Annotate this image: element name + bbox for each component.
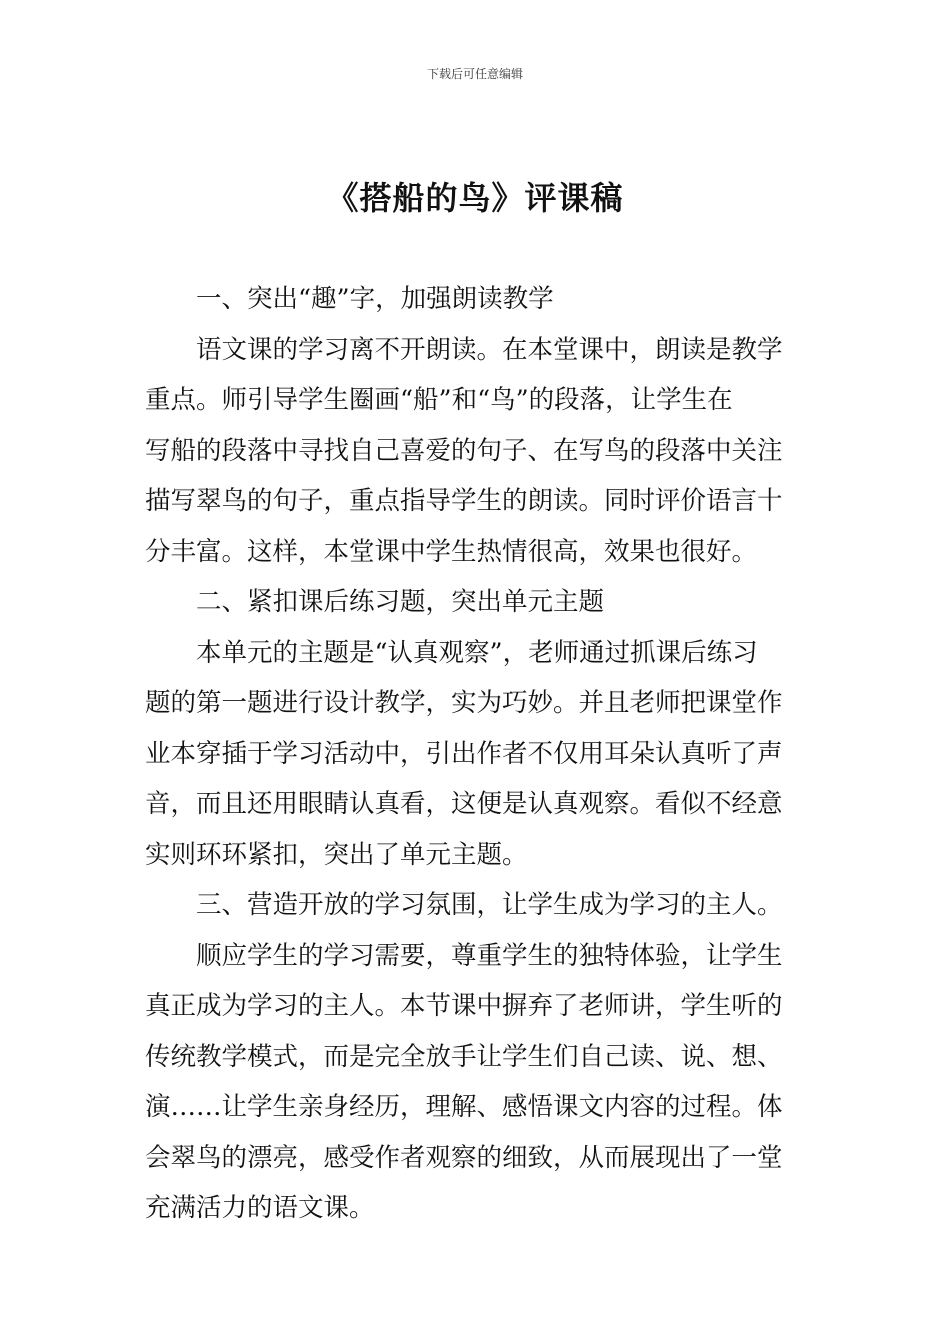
document-title: 《搭船的鸟》评课稿: [326, 179, 624, 217]
body-line: 音，而且还用眼睛认真看，这便是认真观察。看似不经意: [145, 789, 783, 819]
body-line: 分丰富。这样，本堂课中学生热情很高，效果也很好。: [145, 536, 758, 567]
document-body: [145, 281, 809, 1241]
body-line: 传统教学模式，而是完全放手让学生们自己读、说、想、: [145, 1041, 783, 1072]
body-line: 顺应学生的学习需要，尊重学生的独特体验，让学生: [196, 940, 783, 971]
body-line: 题的第一题进行设计教学，实为巧妙。并且老师把课堂作: [145, 688, 783, 718]
body-line: 充满活力的语文课。: [145, 1193, 375, 1223]
body-line: 重点。师引导学生圈画“船”和“鸟”的段落，让学生在: [145, 385, 733, 415]
body-line: 实则环环紧扣，突出了单元主题。: [145, 839, 528, 870]
body-line: 会翠鸟的漂亮，感受作者观察的细致，从而展现出了一堂: [145, 1142, 783, 1173]
section-heading-3: 三、营造开放的学习氛围，让学生成为学习的主人。: [196, 890, 783, 920]
body-line: 真正成为学习的主人。本节课中摒弃了老师讲，学生听的: [145, 991, 783, 1021]
body-line: 写船的段落中寻找自己喜爱的句子、在写鸟的段落中关注: [145, 435, 783, 466]
body-line: 业本穿插于学习活动中，引出作者不仅用耳朵认真听了声: [145, 738, 783, 769]
body-line: 本单元的主题是“认真观察”，老师通过抓课后练习: [196, 637, 758, 668]
body-line: 演……让学生亲身经历，理解、感悟课文内容的过程。体: [145, 1092, 783, 1122]
section-heading-2: 二、紧扣课后练习题，突出单元主题: [196, 587, 605, 617]
header-note: 下载后可任意编辑: [426, 67, 523, 81]
body-line: 语文课的学习离不开朗读。在本堂课中，朗读是教学: [196, 334, 783, 365]
body-line: 描写翠鸟的句子，重点指导学生的朗读。同时评价语言十: [145, 486, 783, 516]
section-heading-1: 一、突出“趣”字，加强朗读教学: [196, 284, 554, 314]
